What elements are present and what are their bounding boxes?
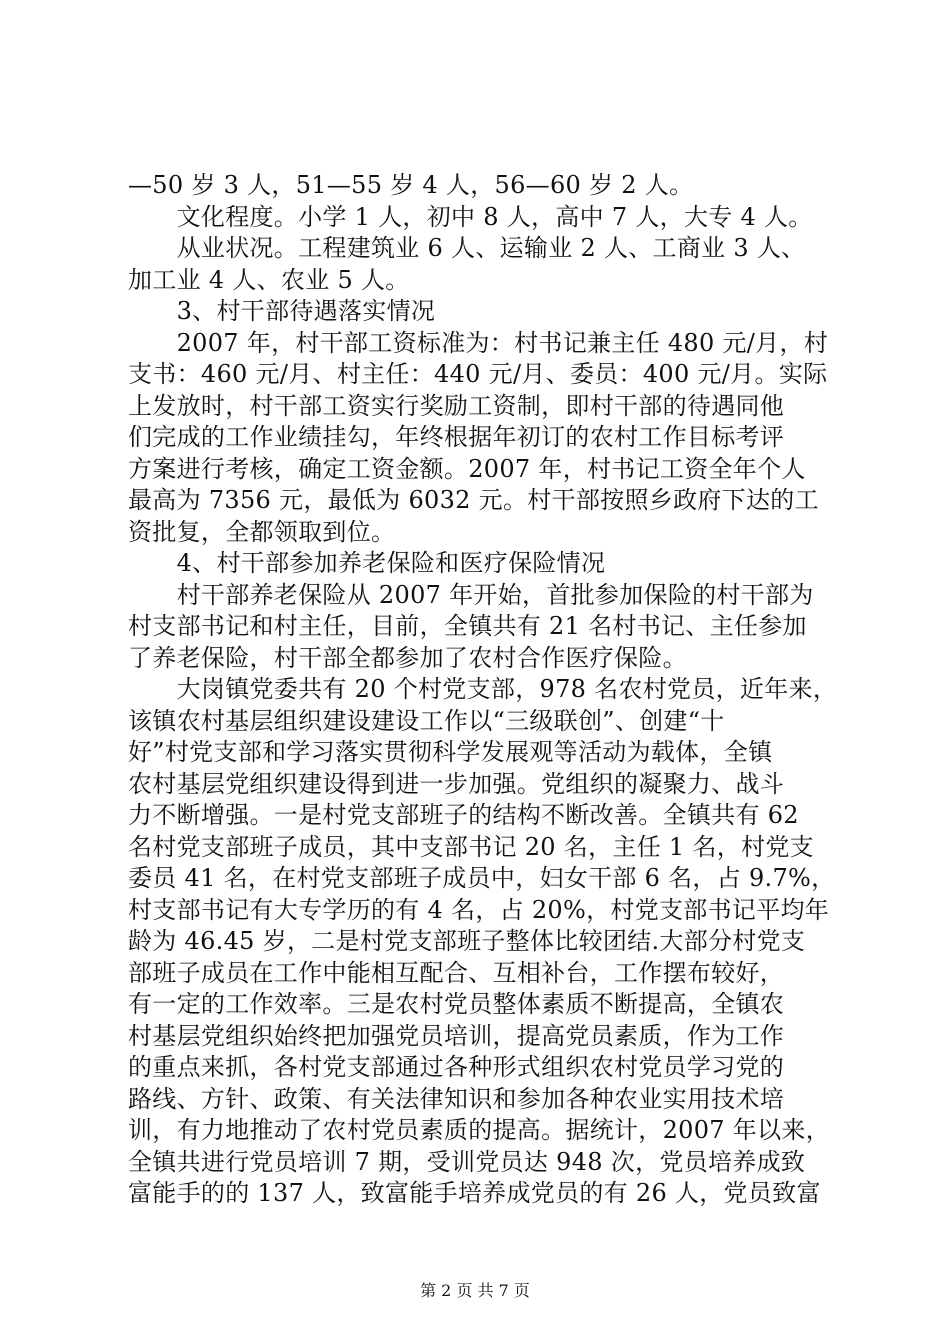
text-line: 该镇农村基层组织建设建设工作以“三级联创”、创建“十 [128, 706, 725, 735]
text-line: 路线、方针、政策、有关法律知识和参加各种农业实用技术培 [128, 1084, 785, 1113]
text-line: —50 岁 3 人，51—55 岁 4 人，56—60 岁 2 人。 [128, 171, 694, 199]
text-line: 从业状况。工程建筑业 6 人、运输业 2 人、工商业 3 人、 [128, 234, 806, 262]
text-line: 方案进行考核，确定工资金额。2007 年，村书记工资全年个人 [128, 454, 806, 483]
text-line: 部班子成员在工作中能相互配合、互相补台，工作摆布较好， [128, 958, 785, 987]
section-heading: 3、村干部待遇落实情况 [128, 297, 436, 325]
text-line: 富能手的的 137 人，致富能手培养成党员的有 26 人，党员致富 [128, 1179, 821, 1207]
text-line: 农村基层党组织建设得到进一步加强。党组织的凝聚力、战斗 [128, 769, 785, 798]
text-line: 资批复，全都领取到位。 [128, 517, 396, 546]
document-body [128, 170, 838, 1210]
text-line: 们完成的工作业绩挂勾，年终根据年初订的农村工作目标考评 [128, 423, 785, 451]
text-line: 好”村党支部和学习落实贯彻科学发展观等活动为载体，全镇 [128, 738, 773, 766]
text-line: 村支部书记有大专学历的有 4 名，占 20%，村党支部书记平均年 [128, 895, 830, 924]
text-line: 了养老保险，村干部全都参加了农村合作医疗保险。 [128, 643, 687, 672]
text-line: 训，有力地推动了农村党员素质的提高。据统计，2007 年以来， [128, 1116, 831, 1144]
text-line: 名村党支部班子成员，其中支部书记 20 名，主任 1 名，村党支 [128, 832, 814, 861]
text-line: 委员 41 名，在村党支部班子成员中，妇女干部 6 名，占 9.7%， [128, 864, 836, 892]
text-line: 村基层党组织始终把加强党员培训，提高党员素质，作为工作 [128, 1021, 785, 1050]
text-line: 全镇共进行党员培训 7 期，受训党员达 948 次，党员培养成致 [128, 1147, 806, 1176]
section-heading: 4、村干部参加养老保险和医疗保险情况 [128, 549, 606, 577]
text-line: 加工业 4 人、农业 5 人。 [128, 265, 410, 294]
text-line: 村干部养老保险从 2007 年开始，首批参加保险的村干部为 [128, 580, 814, 609]
text-line: 上发放时，村干部工资实行奖励工资制，即村干部的待遇同他 [128, 391, 785, 420]
text-line: 大岗镇党委共有 20 个村党支部，978 名农村党员，近年来， [128, 675, 838, 703]
text-line: 力不断增强。一是村党支部班子的结构不断改善。全镇共有 62 [128, 801, 799, 829]
text-line: 的重点来抓，各村党支部通过各种形式组织农村党员学习党的 [128, 1053, 785, 1081]
text-line: 龄为 46.45 岁，二是村党支部班子整体比较团结.大部分村党支 [128, 927, 806, 955]
text-line: 支书：460 元/月、村主任：440 元/月、委员：400 元/月。实际 [128, 360, 828, 388]
text-line: 有一定的工作效率。三是农村党员整体素质不断提高，全镇农 [128, 990, 785, 1018]
text-line: 村支部书记和村主任，目前，全镇共有 21 名村书记、主任参加 [128, 612, 807, 640]
text-line: 最高为 7356 元，最低为 6032 元。村干部按照乡政府下达的工 [128, 486, 819, 514]
page-number-footer: 第 2 页 共 7 页 [420, 1281, 530, 1300]
text-line: 2007 年，村干部工资标准为：村书记兼主任 480 元/月，村 [128, 328, 829, 357]
text-line: 文化程度。小学 1 人，初中 8 人，高中 7 人，大专 4 人。 [128, 202, 813, 231]
